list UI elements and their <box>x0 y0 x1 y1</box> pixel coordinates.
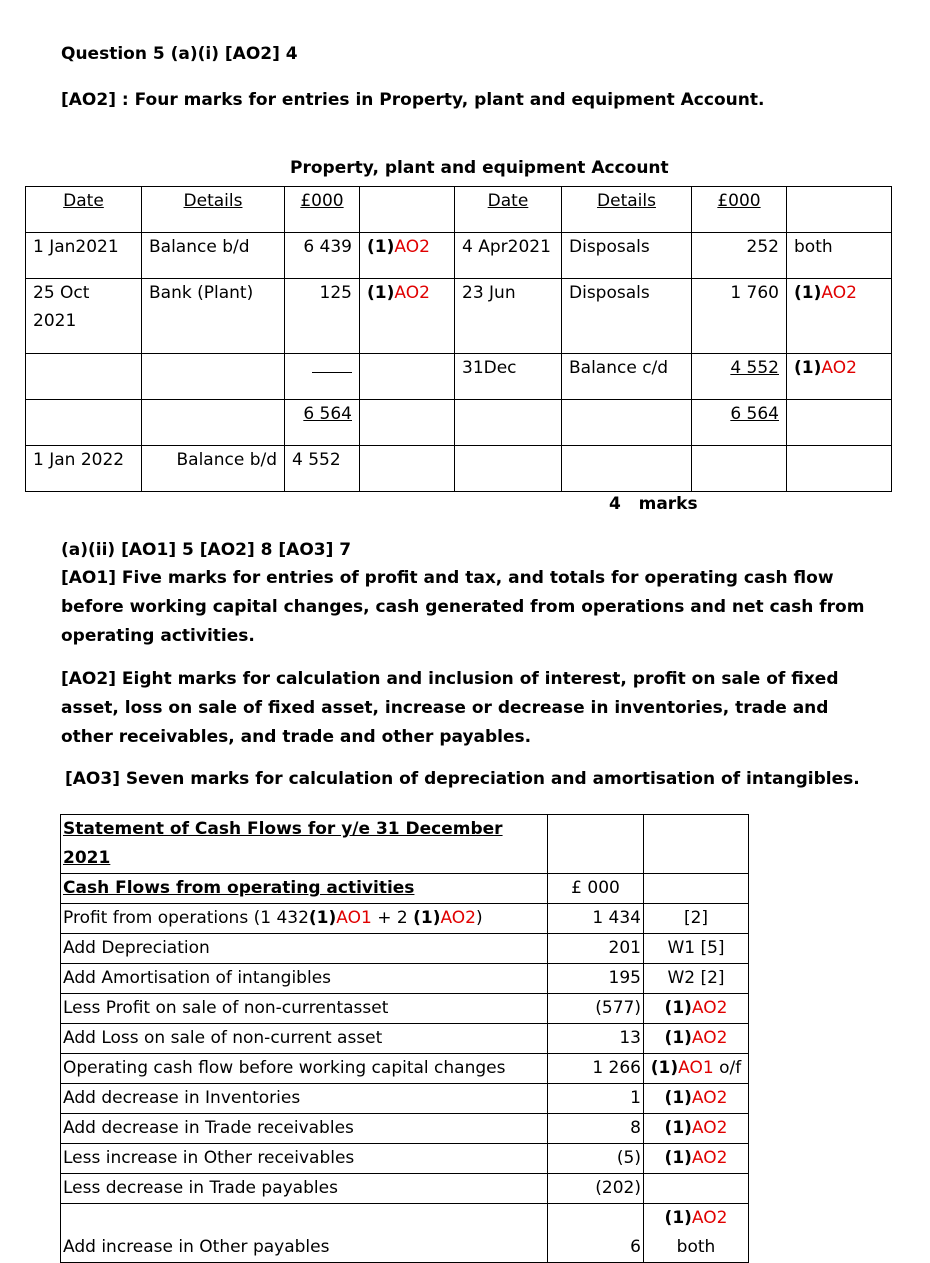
table-row: Add Loss on sale of non-current asset 13 (1)AO2 <box>61 1024 749 1054</box>
cashflow-title: Statement of Cash Flows for y/e 31 December 2021 <box>61 815 548 874</box>
table-row: Less decrease in Trade payables (202) <box>61 1174 749 1204</box>
row-mark-credit: (1)AO2 <box>787 354 892 400</box>
table-row <box>26 354 892 400</box>
question-heading: Question 5 (a)(i) [AO2] 4 <box>61 44 298 64</box>
row-mark-credit: (1)AO2 <box>787 279 892 354</box>
header-date: Date <box>63 191 104 211</box>
table-row <box>26 446 892 492</box>
row-amount: 6 439 <box>285 233 360 279</box>
ppe-account-title: Property, plant and equipment Account <box>290 158 669 178</box>
table-row: Add Amortisation of intangibles 195 W2 [2] <box>61 964 749 994</box>
header-amount-credit: £000 <box>717 191 761 211</box>
blank-underline <box>285 354 360 400</box>
row-date: 1 Jan2021 <box>26 233 142 279</box>
row-date-credit: 31Dec <box>455 354 562 400</box>
table-row: Add increase in Other payables 6 (1)AO2 both <box>61 1204 749 1263</box>
ao2-paragraph: [AO2] Eight marks for calculation and inclusion of interest, profit on sale of fixed asset, loss on sale of fixed asset, increase or decrease in inventories, trade and other receivables, and trade and other payables. <box>61 669 839 747</box>
row-date: 25 Oct 2021 <box>26 279 142 354</box>
profit-note: [2] <box>644 904 749 934</box>
row-details: Balance b/d <box>142 233 285 279</box>
ao3-description: [AO3] Seven marks for calculation of depreciation and amortisation of intangibles. <box>65 769 860 789</box>
table-row <box>61 874 749 904</box>
ppe-account-table <box>25 186 892 492</box>
ao2-description: [AO2] : Four marks for entries in Property, plant and equipment Account. <box>61 90 765 110</box>
table-row: Operating cash flow before working capital changes 1 266 (1)AO1 o/f <box>61 1054 749 1084</box>
header-details: Details <box>183 191 243 211</box>
row-mark-credit: both <box>787 233 892 279</box>
table-header-row <box>26 187 892 233</box>
debit-total: 6 564 <box>285 400 360 446</box>
row-date-credit: 23 Jun <box>455 279 562 354</box>
row-amount-credit: 4 552 <box>692 354 787 400</box>
row-details-credit: Balance c/d <box>562 354 692 400</box>
row-details-credit: Disposals <box>562 233 692 279</box>
row-amount: 125 <box>285 279 360 354</box>
ao1-description: [AO1] Five marks for entries of profit and tax, and totals for operating cash flow before working capital changes, cash generated from operations and net cash from operating activities. <box>61 568 865 646</box>
header-details-credit: Details <box>597 191 656 211</box>
table-row: Add decrease in Trade receivables 8 (1)AO2 <box>61 1114 749 1144</box>
table-row <box>61 815 749 874</box>
table-row: Add decrease in Inventories 1 (1)AO2 <box>61 1084 749 1114</box>
cash-flow-table <box>60 814 749 1263</box>
header-amount: £000 <box>300 191 344 211</box>
table-row <box>61 904 749 934</box>
table-row: Add Depreciation 201 W1 [5] <box>61 934 749 964</box>
cashflow-subtitle: Cash Flows from operating activities <box>61 874 548 904</box>
table-row <box>26 233 892 279</box>
table-row: Less Profit on sale of non-currentasset (577) (1)AO2 <box>61 994 749 1024</box>
table-row <box>26 279 892 354</box>
row-details: Bank (Plant) <box>142 279 285 354</box>
header-date-credit: Date <box>487 191 529 211</box>
row-date: 1 Jan 2022 <box>26 446 142 492</box>
part-ii-heading: (a)(ii) [AO1] 5 [AO2] 8 [AO3] 7 <box>61 540 352 560</box>
profit-value: 1 434 <box>548 904 644 934</box>
credit-total: 6 564 <box>692 400 787 446</box>
row-amount: 4 552 <box>285 446 360 492</box>
row-mark: (1)AO2 <box>360 279 455 354</box>
row-date-credit: 4 Apr2021 <box>455 233 562 279</box>
table-row-totals <box>26 400 892 446</box>
table-row: Less increase in Other receivables (5) (1)AO2 <box>61 1144 749 1174</box>
row-details-credit: Disposals <box>562 279 692 354</box>
profit-label: Profit from operations (1 432(1)AO1 + 2 (1)AO2) <box>61 904 548 934</box>
unit-label: £ 000 <box>548 874 644 904</box>
row-details: Balance b/d <box>142 446 285 492</box>
row-mark: (1)AO2 <box>360 233 455 279</box>
marks-total: 4 marks <box>609 494 698 514</box>
row-amount-credit: 252 <box>692 233 787 279</box>
row-amount-credit: 1 760 <box>692 279 787 354</box>
